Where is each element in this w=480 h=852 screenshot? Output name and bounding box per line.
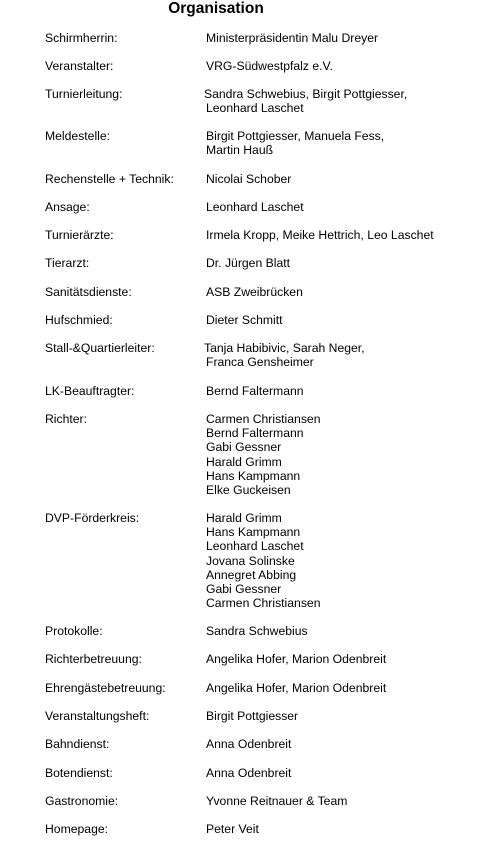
org-person-name: Sandra Schwebius (206, 624, 308, 638)
org-role-label: Sanitätsdienste: (45, 285, 132, 299)
org-role-label: Ehrengästebetreuung: (45, 681, 166, 695)
org-person-name: Annegret Abbing (206, 567, 297, 582)
org-role-label: LK-Beauftragter: (45, 384, 135, 398)
org-person-name: Irmela Kropp, Meike Hettrich, Leo Laschet (206, 228, 434, 242)
org-person-name: Elke Guckeisen (206, 483, 291, 498)
org-role-values (206, 652, 386, 666)
org-person-name: Gabi Gessner (206, 440, 282, 455)
org-role-values (204, 341, 365, 369)
org-role-values (206, 511, 320, 610)
org-role-values (206, 256, 290, 270)
org-role-label: Turnierleitung: (45, 87, 123, 101)
org-person-name: Leonhard Laschet (206, 539, 304, 554)
org-role-values (206, 681, 386, 695)
org-role-label: Bahndienst: (45, 737, 110, 751)
org-person-name: Gabi Gessner (206, 582, 282, 597)
org-person-name: VRG-Südwestpfalz e.V. (206, 59, 333, 73)
org-person-name: Nicolai Schober (206, 172, 292, 186)
org-person-name: Martin Hauß (206, 143, 274, 158)
org-person-name: Harald Grimm (206, 511, 282, 525)
org-role-label: Homepage: (45, 822, 109, 836)
org-person-name: Yvonne Reitnauer & Team (206, 794, 348, 808)
org-person-name: Birgit Pottgiesser (206, 709, 299, 723)
org-role-label: Rechenstelle + Technik: (45, 172, 174, 186)
org-role-values (206, 59, 333, 73)
org-person-name: Carmen Christiansen (206, 596, 321, 611)
org-role-label: Gastronomie: (45, 794, 119, 808)
org-role-values (206, 822, 259, 836)
org-role-values (206, 766, 291, 780)
org-role-values (206, 129, 384, 157)
org-role-values (206, 412, 320, 497)
org-person-name: Birgit Pottgiesser, Manuela Fess, (206, 129, 385, 143)
org-role-label: DVP-Förderkreis: (45, 511, 140, 525)
org-role-values (206, 384, 304, 398)
org-role-label: Richterbetreuung: (45, 652, 142, 666)
org-role-label: Meldestelle: (45, 129, 111, 143)
org-role-label: Hufschmied: (45, 313, 113, 327)
org-person-name: Tanja Habibivic, Sarah Neger, (204, 341, 365, 355)
org-person-name: Angelika Hofer, Marion Odenbreit (206, 681, 387, 695)
org-role-label: Protokolle: (45, 624, 103, 638)
org-person-name: Sandra Schwebius, Birgit Pottgiesser, (204, 87, 408, 101)
org-person-name: Peter Veit (206, 822, 259, 836)
org-role-label: Ansage: (45, 200, 90, 214)
org-role-values (206, 285, 303, 299)
org-person-name: Bernd Faltermann (206, 426, 304, 441)
org-person-name: Franca Gensheimer (206, 355, 314, 370)
org-person-name: Angelika Hofer, Marion Odenbreit (206, 652, 387, 666)
org-person-name: Harald Grimm (206, 454, 282, 469)
org-role-values (204, 87, 407, 115)
org-role-values (206, 624, 308, 638)
org-person-name: Ministerpräsidentin Malu Dreyer (206, 31, 379, 45)
org-role-values (206, 737, 291, 751)
org-role-label: Richter: (45, 412, 87, 426)
org-person-name: Jovana Solinske (206, 553, 295, 568)
org-person-name: Anna Odenbreit (206, 737, 292, 751)
org-person-name: Hans Kampmann (206, 468, 301, 483)
org-role-label: Tierarzt: (45, 256, 90, 270)
org-role-values (206, 794, 347, 808)
org-role-values (206, 709, 298, 723)
org-role-label: Veranstaltungsheft: (45, 709, 150, 723)
org-role-label: Turnierärzte: (45, 228, 114, 242)
org-person-name: Leonhard Laschet (206, 101, 304, 116)
org-role-values (206, 228, 434, 242)
org-person-name: Dieter Schmitt (206, 313, 283, 327)
org-person-name: Carmen Christiansen (206, 412, 321, 426)
org-role-label: Veranstalter: (45, 59, 114, 73)
org-role-values (206, 172, 291, 186)
org-role-label: Schirmherrin: (45, 31, 118, 45)
org-person-name: Leonhard Laschet (206, 200, 304, 214)
org-role-values (206, 200, 304, 214)
page-title: Organisation (168, 0, 264, 17)
org-person-name: Dr. Jürgen Blatt (206, 256, 290, 270)
org-person-name: Anna Odenbreit (206, 766, 292, 780)
org-person-name: Hans Kampmann (206, 525, 301, 540)
org-role-label: Stall-&Quartierleiter: (45, 341, 155, 355)
org-role-values (206, 31, 378, 45)
org-role-label: Botendienst: (45, 766, 113, 780)
org-person-name: Bernd Faltermann (206, 384, 304, 398)
org-role-values (206, 313, 283, 327)
org-person-name: ASB Zweibrücken (206, 285, 303, 299)
